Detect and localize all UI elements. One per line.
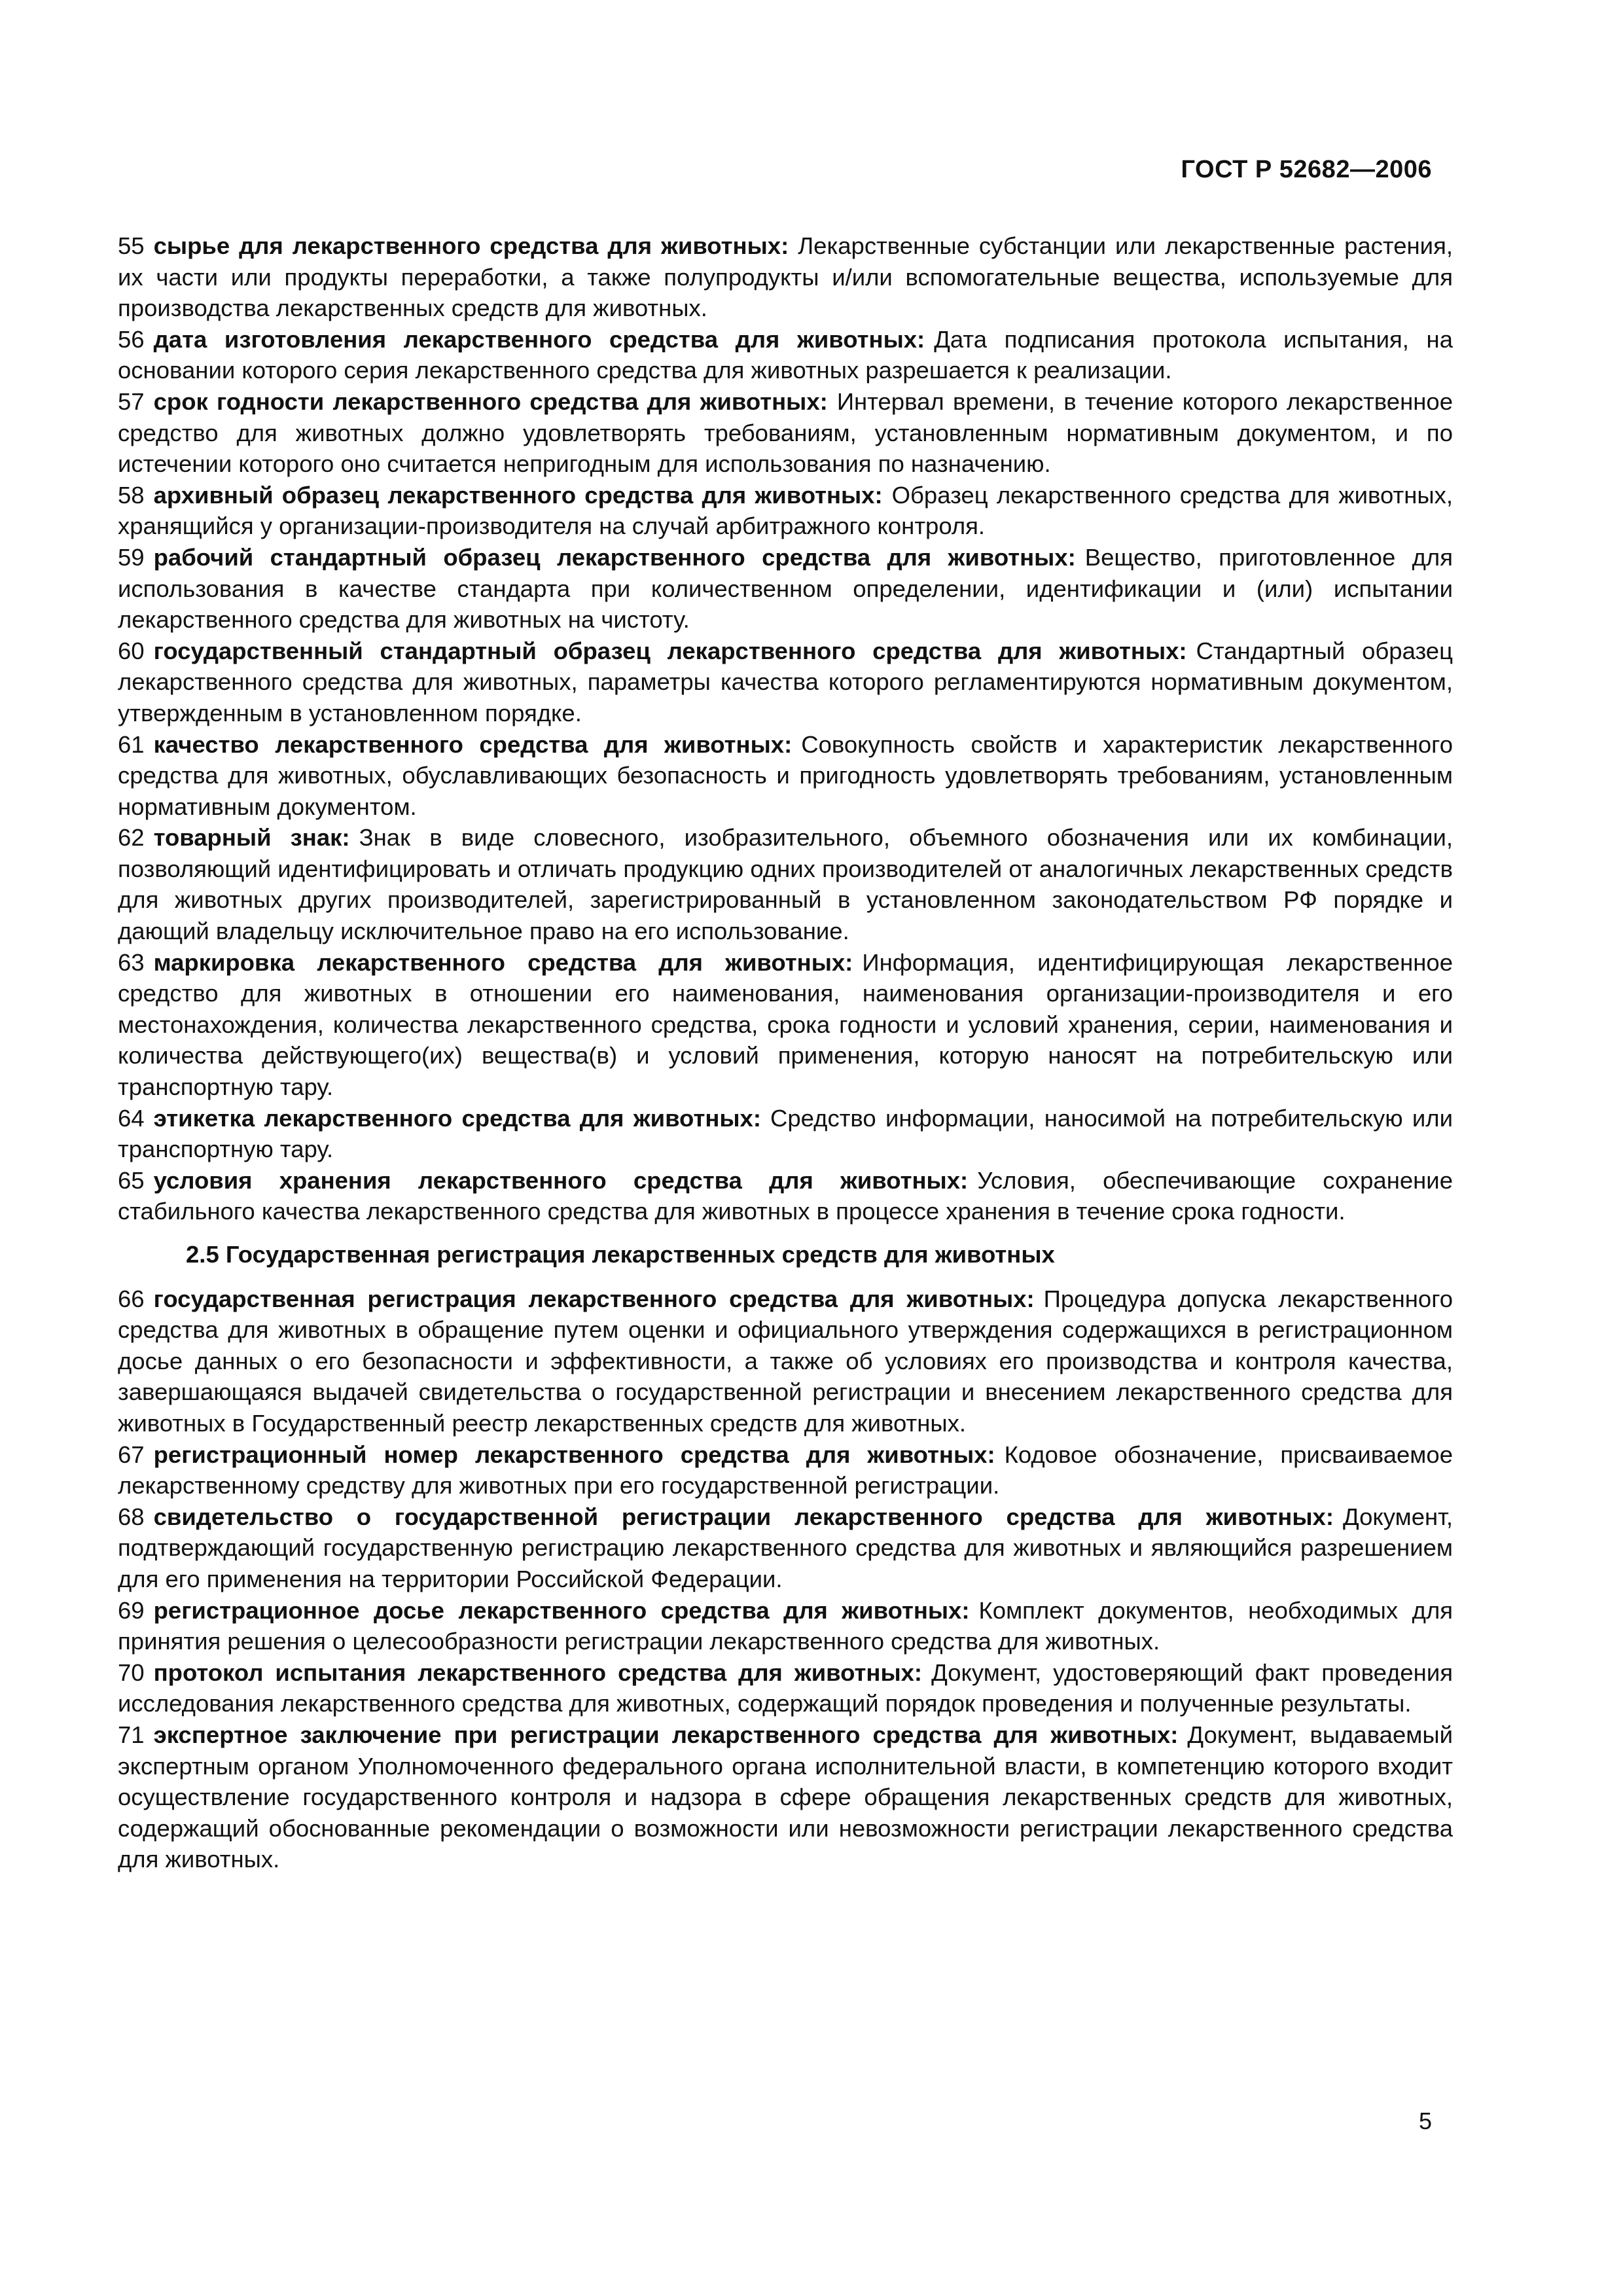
term-number: 59 xyxy=(118,543,145,571)
term-entry xyxy=(118,230,1453,324)
term-entry xyxy=(118,1283,1453,1439)
term-name: условия хранения лекарственного средства для животных: xyxy=(153,1166,969,1194)
term-definition: Информация, идентифицирующая лекарственное средство для животных в отношении его наименования, наименования организации-производителя и его местонахождения, количества лекарственного средства, срока годности и условий хранения, серии, наименования и количества действующего(их) вещества(в) и условий применения, которую наносят на потребительскую или транспортную тару. xyxy=(118,948,1453,1101)
term-name: протокол испытания лекарственного средства для животных: xyxy=(153,1659,923,1686)
term-number: 67 xyxy=(118,1441,145,1468)
term-definition: Лекарственные субстанции или лекарственные растения, их части или продукты переработки, а также полупродукты и/или вспомогательные вещества, используемые для производства лекарственных средств для животных. xyxy=(118,232,1453,322)
term-name: свидетельство о государственной регистрации лекарственного средства для животных: xyxy=(153,1503,1334,1530)
term-number: 69 xyxy=(118,1596,145,1624)
term-definition: Документ, выдаваемый экспертным органом Уполномоченного федерального органа исполнительной власти, в компетенцию которого входит осуществление государственного контроля и надзора в сфере обращения лекарственных средств для животных, содержащий обоснованные рекомендации о возможности или невозможности регистрации лекарственного средства для животных. xyxy=(118,1721,1453,1873)
term-number: 60 xyxy=(118,637,145,664)
term-entry xyxy=(118,636,1453,729)
term-number: 70 xyxy=(118,1659,145,1686)
term-definition: Знак в виде словесного, изобразительного, объемного обозначения или их комбинации, позволяющий идентифицировать и отличать продукцию одних производителей от аналогичных лекарственных средств для животных других производителей, зарегистрированный в установленном законодательством РФ порядке и дающий владельцу исключительное право на его использование. xyxy=(118,824,1453,945)
term-definition: Совокупность свойств и характеристик лекарственного средства для животных, обуславливающих безопасность и пригодность удовлетворять требованиям, установленным нормативным документом. xyxy=(118,730,1453,820)
term-name: регистрационный номер лекарственного средства для животных: xyxy=(153,1441,995,1468)
term-number: 61 xyxy=(118,730,145,758)
term-name: архивный образец лекарственного средства для животных: xyxy=(153,481,883,509)
term-entry xyxy=(118,1165,1453,1227)
term-definition: Стандартный образец лекарственного средства для животных, параметры качества которого регламентируются нормативным документом, утвержденным в установленном порядке. xyxy=(118,637,1453,726)
term-definition: Комплект документов, необходимых для принятия решения о целесообразности регистрации лекарственного средства для животных. xyxy=(118,1596,1454,1655)
term-entry xyxy=(118,324,1453,386)
term-number: 68 xyxy=(118,1503,145,1530)
term-name: качество лекарственного средства для животных: xyxy=(153,730,793,758)
term-number: 64 xyxy=(118,1104,145,1132)
term-entry xyxy=(118,822,1453,946)
term-entry xyxy=(118,480,1453,542)
term-definition: Образец лекарственного средства для животных, хранящийся у организации-производителя на случай арбитражного контроля. xyxy=(118,481,1453,540)
term-entry xyxy=(118,1595,1453,1657)
term-entry xyxy=(118,1719,1453,1875)
term-name: дата изготовления лекарственного средства для животных: xyxy=(153,325,925,353)
term-definition: Интервал времени, в течение которого лекарственное средство для животных должно удовлетворять требованиям, установленным нормативным документом, и по истечении которого оно считается непригодным для использования по назначению. xyxy=(118,387,1453,478)
term-definition: Документ, подтверждающий государственную регистрацию лекарственного средства для животных и являющийся разрешением для его применения на территории Российской Федерации. xyxy=(118,1503,1453,1592)
term-definition: Средство информации, наносимой на потребительскую или транспортную тару. xyxy=(118,1104,1453,1163)
term-name: срок годности лекарственного средства для животных: xyxy=(153,387,828,415)
term-definition: Кодовое обозначение, присваиваемое лекарственному средству для животных при его государственной регистрации. xyxy=(118,1441,1454,1499)
term-definition: Условия, обеспечивающие сохранение стабильного качества лекарственного средства для животных в процессе хранения в течение срока годности. xyxy=(118,1166,1453,1225)
term-number: 58 xyxy=(118,481,145,509)
term-name: экспертное заключение при регистрации лекарственного средства для животных: xyxy=(153,1721,1179,1748)
page-number: 5 xyxy=(1418,2108,1432,2134)
term-number: 62 xyxy=(118,824,145,852)
term-entry xyxy=(118,1501,1453,1595)
term-entry xyxy=(118,542,1453,636)
term-name: сырье для лекарственного средства для животных: xyxy=(153,232,789,259)
term-name: маркировка лекарственного средства для животных: xyxy=(153,948,853,976)
term-number: 56 xyxy=(118,325,145,353)
term-number: 55 xyxy=(118,232,145,259)
term-name: государственный стандартный образец лекарственного средства для животных: xyxy=(153,637,1187,664)
term-entry xyxy=(118,729,1453,823)
term-name: товарный знак: xyxy=(153,824,350,852)
term-entry xyxy=(118,947,1453,1103)
term-number: 63 xyxy=(118,948,145,976)
term-name: этикетка лекарственного средства для животных: xyxy=(153,1104,761,1132)
term-definition: Процедура допуска лекарственного средства для животных в обращение путем оценки и официального утверждения содержащихся в регистрационном досье данных о его безопасности и эффективности, а также об условиях его производства и контроля качества, завершающаяся выдачей свидетельства о государственной регистрации и внесением лекарственного средства для животных в Государственный реестр лекарственных средств для животных. xyxy=(118,1285,1454,1437)
term-definition: Документ, удостоверяющий факт проведения исследования лекарственного средства для животных, содержащий порядок проведения и полученные результаты. xyxy=(118,1659,1453,1717)
term-number: 65 xyxy=(118,1166,145,1194)
term-definition: Вещество, приготовленное для использования в качестве стандарта при количественном определении, идентификации и (или) испытании лекарственного средства для животных на чистоту. xyxy=(118,543,1453,634)
section-heading: 2.5 Государственная регистрация лекарственных средств для животных xyxy=(186,1241,1055,1268)
term-entry xyxy=(118,386,1453,480)
term-entry xyxy=(118,1657,1453,1719)
term-name: рабочий стандартный образец лекарственного средства для животных: xyxy=(153,543,1076,571)
document-header-id: ГОСТ Р 52682—2006 xyxy=(1181,156,1432,183)
term-entry xyxy=(118,1439,1453,1501)
term-number: 71 xyxy=(118,1721,145,1748)
term-name: регистрационное досье лекарственного средства для животных: xyxy=(153,1596,970,1624)
term-entry xyxy=(118,1103,1453,1165)
term-name: государственная регистрация лекарственного средства для животных: xyxy=(153,1285,1035,1312)
term-number: 57 xyxy=(118,387,145,415)
term-number: 66 xyxy=(118,1285,145,1312)
document-body xyxy=(118,230,1453,1875)
term-definition: Дата подписания протокола испытания, на основании которого серия лекарственного средства для животных разрешается к реализации. xyxy=(118,325,1453,384)
